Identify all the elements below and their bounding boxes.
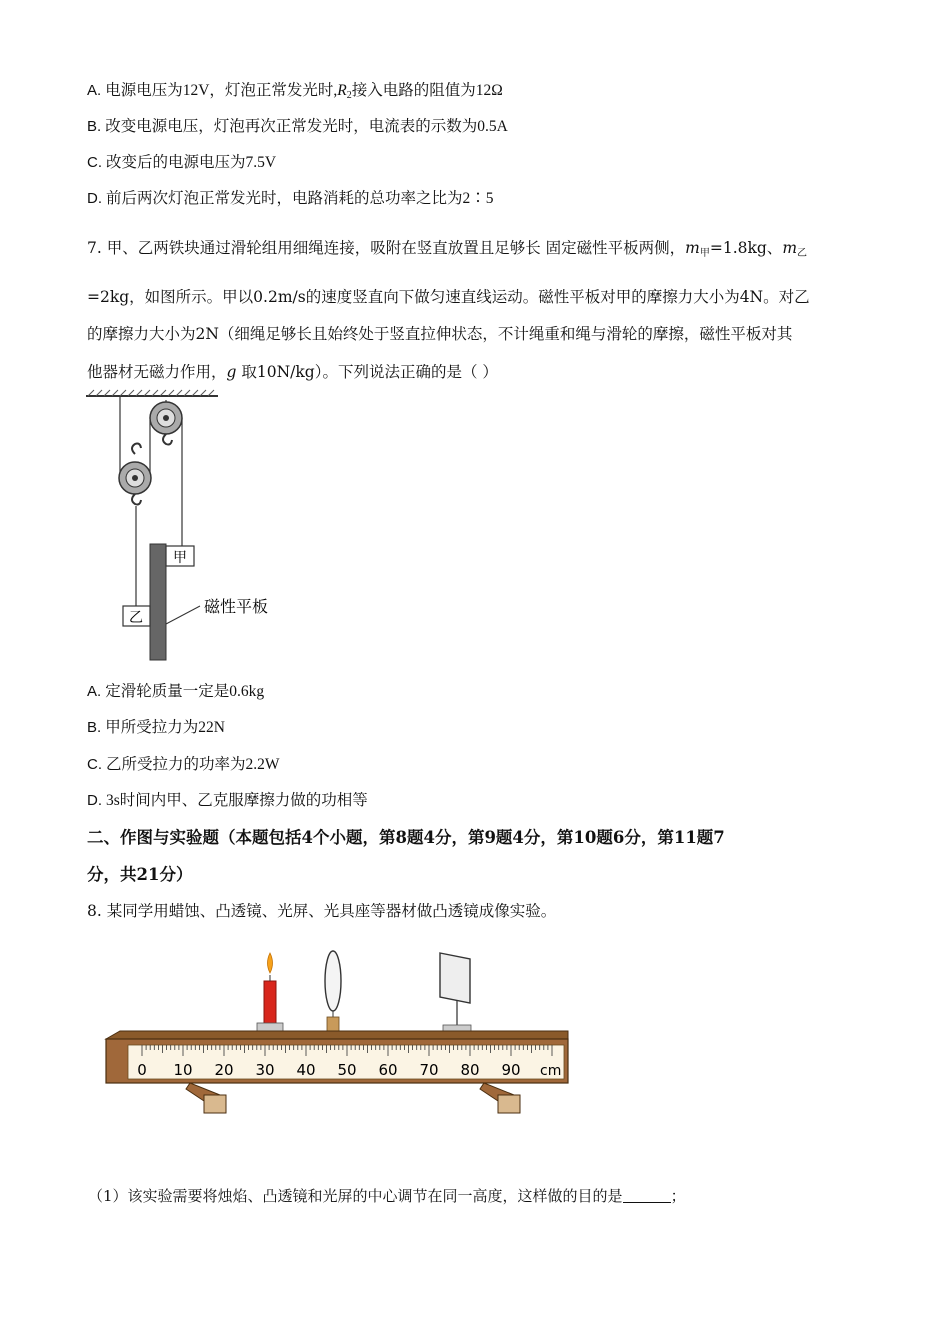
pulley-figure	[80, 388, 310, 668]
section-2-heading-line1: 二、作图与实验题（本题包括4个小题，第8题4分，第9题4分，第10题6分，第11题7	[87, 828, 725, 847]
light-screen-icon	[436, 953, 478, 1041]
ceiling	[86, 390, 218, 396]
ruler-label: 70	[419, 1061, 439, 1079]
block-yi-label: 乙	[129, 610, 143, 626]
optical-bench-figure	[100, 945, 580, 1120]
option-label: A.	[87, 82, 102, 99]
q7-option-c: C. 乙所受拉力的功率为2.2W	[87, 756, 280, 773]
section-2-heading-line2: 分，共21分）	[87, 865, 193, 884]
ruler-label: 50	[337, 1061, 357, 1079]
ruler-unit: cm	[540, 1063, 562, 1079]
block-jia-label: 甲	[173, 550, 187, 566]
q6-option-a: A. 电源电压为12V，灯泡正常发光时$,R_2$接入电路的阻值为12Ω	[87, 82, 503, 101]
q7-stem-line3: 的摩擦力大小为2N（细绳足够长且始终处于竖直拉伸状态，不计绳重和绳与滑轮的摩擦，磁性平板对其	[87, 325, 793, 343]
q7-stem-line2: =2kg，如图所示。甲以0.2m/s的速度竖直向下做匀速直线运动。磁性平板对甲的摩擦力大小为4N。对乙	[87, 288, 810, 306]
ruler-label: 90	[501, 1061, 521, 1079]
fixed-pulley-icon	[150, 402, 182, 445]
q8-sub1: （1）该实验需要将烛焰、凸透镜和光屏的中心调节在同一高度，这样做的目的是 ；	[88, 1187, 686, 1205]
ruler-label: 80	[460, 1061, 480, 1079]
answer-blank[interactable]	[623, 1186, 671, 1203]
q7-stem-line4: 他器材无磁力作用，g 取10N/kg）。下列说法正确的是（ ）	[87, 363, 498, 381]
q7-option-a: A. 定滑轮质量一定是0.6kg	[87, 683, 265, 700]
ruler-label: 10	[173, 1061, 193, 1079]
ruler-label: 0	[137, 1061, 147, 1079]
bench-legs	[186, 1083, 520, 1113]
movable-pulley-icon	[119, 444, 151, 505]
ruler-label: 20	[214, 1061, 234, 1079]
ruler-label: 30	[255, 1061, 275, 1079]
q7-stem-line1: 7. 甲、乙两铁块通过滑轮组用细绳连接，吸附在竖直放置且足够长 固定磁性平板两侧，$m_甲=1.8kg$、$m_乙$	[87, 239, 808, 259]
q6-option-b: B. 改变电源电压，灯泡再次正常发光时，电流表的示数为0.5A	[87, 118, 508, 135]
q8-stem: 8. 某同学用蜡蚀、凸透镜、光屏、光具座等器材做凸透镜成像实验。	[87, 902, 557, 920]
candle-icon	[250, 953, 290, 1041]
convex-lens-icon	[315, 951, 351, 1041]
board-label: 磁性平板	[204, 597, 269, 616]
q6-option-d: D. 前后两次灯泡正常发光时，电路消耗的总功率之比为2∶5	[87, 190, 494, 207]
ruler-label: 40	[296, 1061, 316, 1079]
ruler-label: 60	[378, 1061, 398, 1079]
magnetic-board	[150, 544, 166, 660]
q6-option-c: C. 改变后的电源电压为7.5V	[87, 154, 277, 171]
q7-option-d: D. 3s时间内甲、乙克服摩擦力做的功相等	[87, 792, 368, 809]
q7-option-b: B. 甲所受拉力为22N	[87, 719, 225, 736]
